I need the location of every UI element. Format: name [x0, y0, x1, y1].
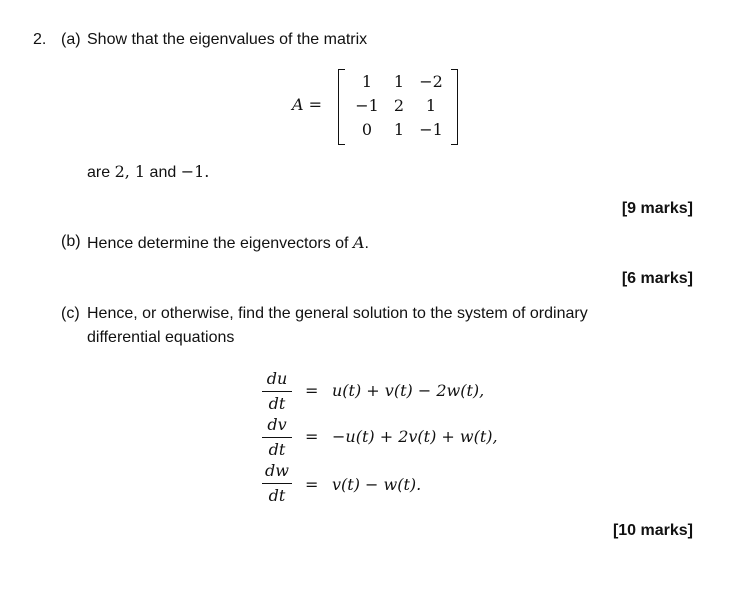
- part-b-label: (b): [61, 233, 81, 250]
- fraction-denominator: dt: [268, 486, 286, 505]
- matrix-lhs: A =: [292, 95, 323, 114]
- conclusion-and: and: [145, 164, 181, 181]
- matrix-a: [338, 67, 458, 145]
- fraction-bar: [262, 437, 292, 438]
- part-a-text: Show that the eigenvalues of the matrix: [87, 31, 368, 48]
- part-a-label: (a): [61, 31, 81, 48]
- equals-sign: =: [305, 475, 319, 494]
- matrix-cell: −1: [355, 96, 379, 115]
- fraction-denominator: dt: [268, 394, 286, 413]
- fraction-numerator: dv: [267, 415, 287, 434]
- equals-sign: =: [305, 381, 319, 400]
- matrix-right-bracket: [451, 69, 458, 145]
- equation-rhs: v(t) − w(t).: [332, 475, 422, 494]
- matrix-cell: 0: [361, 120, 373, 139]
- part-b-text-line: [87, 233, 369, 253]
- question-number: 2.: [33, 31, 47, 48]
- derivative-du-dt: [262, 369, 292, 414]
- equation-rhs: −u(t) + 2v(t) + w(t),: [332, 427, 498, 446]
- part-c-label: (c): [61, 305, 80, 322]
- conclusion-prefix: are: [87, 164, 115, 181]
- part-b-symbol: A: [352, 233, 365, 252]
- part-c-marks: [10 marks]: [612, 522, 693, 539]
- matrix-cell: 1: [393, 120, 405, 139]
- part-b-marks: [6 marks]: [621, 270, 693, 287]
- part-a-conclusion: [87, 162, 209, 182]
- matrix-cell: 1: [425, 96, 437, 115]
- derivative-dv-dt: [262, 415, 292, 460]
- part-a-marks: [9 marks]: [621, 200, 693, 217]
- matrix-cell: 2: [393, 96, 405, 115]
- equation-rhs: u(t) + v(t) − 2w(t),: [332, 381, 485, 400]
- matrix-cell: 1: [361, 72, 373, 91]
- part-c-text-line1: Hence, or otherwise, find the general solution to the system of ordinary: [87, 305, 588, 322]
- conclusion-last: −1.: [180, 162, 210, 181]
- equals-sign: =: [305, 427, 319, 446]
- fraction-denominator: dt: [268, 440, 286, 459]
- derivative-dw-dt: [262, 461, 292, 506]
- part-b-end: .: [364, 235, 369, 252]
- matrix-cell: 1: [393, 72, 405, 91]
- part-b-text: Hence determine the eigenvectors of: [87, 235, 353, 252]
- fraction-numerator: dw: [265, 461, 289, 480]
- part-c-text-line2: differential equations: [87, 329, 235, 346]
- matrix-cell: −1: [419, 120, 443, 139]
- conclusion-values: 2, 1: [114, 162, 146, 181]
- fraction-numerator: du: [266, 369, 288, 388]
- fraction-bar: [262, 391, 292, 392]
- matrix-left-bracket: [338, 69, 345, 145]
- fraction-bar: [262, 483, 292, 484]
- matrix-cell: −2: [419, 72, 443, 91]
